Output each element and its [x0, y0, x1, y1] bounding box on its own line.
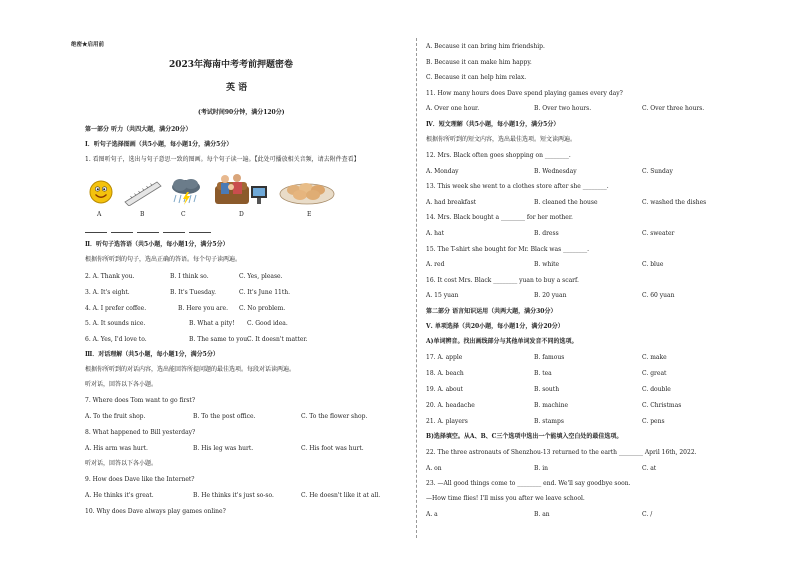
- q14-option-a: A. hat: [426, 230, 444, 237]
- q15-option-a: A. red: [426, 261, 445, 268]
- q20-option-b: B. machine: [534, 402, 569, 409]
- family-watching-tv-icon: [213, 172, 269, 206]
- q8-option-b: B. His leg was hurt.: [193, 445, 254, 452]
- q17-option-a: 17. A. apple: [426, 354, 463, 361]
- sec4-heading: Ⅳ．短文理解（共5小题，每小题1分，满分5分）: [426, 121, 560, 128]
- q3-option-b: B. It's Tuesday.: [170, 289, 217, 296]
- q23-option-c: C. /: [642, 511, 653, 518]
- q19-option-c: C. double: [642, 386, 671, 393]
- q22-stem: 22. The three astronauts of Shenzhou-13 returned to the earth ________ April 16th, 2022.: [426, 449, 697, 456]
- picture-d-label: D: [239, 211, 244, 218]
- answer-blank[interactable]: [137, 232, 159, 233]
- q7-option-a: A. To the fruit shop.: [85, 413, 146, 420]
- q20-option-c: C. Christmas: [642, 402, 682, 409]
- smiley-face-icon: [89, 180, 113, 204]
- q17-option-c: C. make: [642, 354, 667, 361]
- ruler-icon: [123, 180, 163, 206]
- q18-option-b: B. tea: [534, 370, 552, 377]
- q9-stem: 9. How does Dave like the Internet?: [85, 476, 195, 483]
- q19-option-a: 19. A. about: [426, 386, 463, 393]
- q11-stem: 11. How many hours does Dave spend playing games every day?: [426, 90, 623, 97]
- q4-option-b: B. Here you are.: [178, 305, 229, 312]
- q2-option-c: C. Yes, please.: [239, 273, 283, 280]
- q9-option-c: C. He doesn't like it at all.: [301, 492, 381, 499]
- q12-option-b: B. Wednesday: [534, 168, 577, 175]
- sec2-heading: Ⅱ．听句子选答语（共5小题，每小题1分，满分5分）: [85, 241, 229, 248]
- q11-option-c: C. Over three hours.: [642, 105, 705, 112]
- part1-heading: 第一部分 听力（共四大题，满分20分）: [85, 126, 192, 133]
- right-column: [426, 0, 726, 562]
- subject-title: 英 语: [226, 83, 248, 93]
- answer-blank[interactable]: [163, 232, 185, 233]
- q4-option-c: C. No problem.: [239, 305, 286, 312]
- sec1-instruction: 1. 看图听句子，选出与句子意思一致的图画。每个句子读一遍。【此处可播放相关音频，请去附件查看】: [85, 156, 360, 163]
- q10-stem: 10. Why does Dave always play games online?: [85, 508, 226, 515]
- q4-option-a: 4. A. I prefer coffee.: [85, 305, 147, 312]
- q14-option-c: C. sweater: [642, 230, 675, 237]
- q18-option-c: C. great: [642, 370, 667, 377]
- part2-heading: 第二部分 语言知识运用（共两大题，满分30分）: [426, 308, 557, 315]
- q21-option-a: 21. A. players: [426, 418, 468, 425]
- exam-info: (考试时间90分钟，满分120分): [198, 109, 285, 116]
- listen-note: 听对话，回答以下各小题。: [85, 460, 158, 467]
- q23-stem: 23. —All good things come to ________ end. We'll say goodbye soon.: [426, 480, 631, 487]
- q19-option-b: B. south: [534, 386, 560, 393]
- sec2-instruction: 根据你所听到的句子，选出正确的答语。每个句子读两遍。: [85, 256, 242, 263]
- q5-option-a: 5. A. It sounds nice.: [85, 320, 146, 327]
- answer-blank[interactable]: [189, 232, 211, 233]
- q15-stem: 15. The T-shirt she bought for Mr. Black was ________.: [426, 246, 590, 253]
- sec5-heading: Ⅴ. 单项选择（共20小题，每小题1分，满分20分）: [426, 323, 564, 330]
- q12-stem: 12. Mrs. Black often goes shopping on ________.: [426, 152, 571, 159]
- q18-option-a: 18. A. beach: [426, 370, 464, 377]
- q6-option-a: 6. A. Yes, I'd love to.: [85, 336, 147, 343]
- q12-option-c: C. Sunday: [642, 168, 673, 175]
- page-title: 2023年海南中考考前押题密卷: [169, 60, 294, 70]
- q13-option-b: B. cleaned the house: [534, 199, 598, 206]
- q8-stem: 8. What happened to Bill yesterday?: [85, 429, 196, 436]
- q13-option-a: A. had breakfast: [426, 199, 477, 206]
- q11-option-b: B. Over two hours.: [534, 105, 592, 112]
- q7-option-b: B. To the post office.: [193, 413, 256, 420]
- bread-plate-icon: [279, 177, 335, 205]
- q5-option-b: B. What a pity!: [189, 320, 235, 327]
- q10-option-c: C. Because it can help him relax.: [426, 74, 527, 81]
- q16-option-b: B. 20 yuan: [534, 292, 567, 299]
- q6-option-c: C. It doesn't matter.: [247, 336, 308, 343]
- rain-cloud-icon: [169, 178, 203, 206]
- q15-option-c: C. blue: [642, 261, 664, 268]
- answer-blank[interactable]: [85, 232, 107, 233]
- left-column: [71, 0, 405, 562]
- q12-option-a: A. Monday: [426, 168, 459, 175]
- sec4-instruction: 根据你所听到的短文内容，选出最佳选项。短文读两遍。: [426, 136, 577, 143]
- q8-option-c: C. His foot was hurt.: [301, 445, 364, 452]
- q3-option-c: C. It's June 11th.: [239, 289, 291, 296]
- q23-stem-reply: —How time flies! I'll miss you after we leave school.: [426, 495, 585, 502]
- q7-option-c: C. To the flower shop.: [301, 413, 368, 420]
- q14-stem: 14. Mrs. Black bought a ________ for her mother.: [426, 214, 573, 221]
- picture-b-label: B: [140, 211, 145, 218]
- q20-option-a: 20. A. headache: [426, 402, 475, 409]
- q16-option-c: C. 60 yuan: [642, 292, 675, 299]
- q11-option-a: A. Over one hour.: [426, 105, 480, 112]
- q9-option-b: B. He thinks it's just so-so.: [193, 492, 274, 499]
- q22-option-c: C. at: [642, 465, 657, 472]
- q6-option-b: B. The same to you.: [189, 336, 250, 343]
- q2-option-a: 2. A. Thank you.: [85, 273, 135, 280]
- sec5-sub-b: B)选择填空。从A、B、C三个选项中选出一个能填入空白处的最佳选项。: [426, 433, 623, 440]
- picture-a-label: A: [97, 211, 102, 218]
- q16-option-a: A. 15 yuan: [426, 292, 459, 299]
- q14-option-b: B. dress: [534, 230, 559, 237]
- q23-option-a: A. a: [426, 511, 438, 518]
- q16-stem: 16. It cost Mrs. Black ________ yuan to buy a scarf.: [426, 277, 579, 284]
- answer-blank[interactable]: [111, 232, 133, 233]
- q13-option-c: C. washed the dishes: [642, 199, 707, 206]
- q23-option-b: B. an: [534, 511, 550, 518]
- q3-option-a: 3. A. It's eight.: [85, 289, 130, 296]
- q9-option-a: A. He thinks it's great.: [85, 492, 154, 499]
- q10-option-a: A. Because it can bring him friendship.: [426, 43, 545, 50]
- q21-option-b: B. stamps: [534, 418, 564, 425]
- q22-option-a: A. on: [426, 465, 442, 472]
- q2-option-b: B. I think so.: [170, 273, 209, 280]
- q7-stem: 7. Where does Tom want to go first?: [85, 397, 196, 404]
- sec5-sub-a: A)单词辨音。找出画线部分与其他单词发音不同的选项。: [426, 338, 578, 345]
- q17-option-b: B. famous: [534, 354, 565, 361]
- confidential-label: 绝密★启用前: [71, 42, 105, 48]
- sec3-instruction: 根据你所听到的对话内容，选出能回答所提问题的最佳选项。每段对话读两遍。: [85, 366, 296, 373]
- q10-option-b: B. Because it can make him happy.: [426, 59, 532, 66]
- q21-option-c: C. pens: [642, 418, 665, 425]
- picture-c-label: C: [181, 211, 186, 218]
- picture-e-label: E: [307, 211, 312, 218]
- q22-option-b: B. in: [534, 465, 549, 472]
- q13-stem: 13. This week she went to a clothes store after she ________.: [426, 183, 609, 190]
- column-divider: [416, 38, 417, 538]
- q5-option-c: C. Good idea.: [247, 320, 288, 327]
- q8-option-a: A. His arm was hurt.: [85, 445, 148, 452]
- listen-note: 听对话，回答以下各小题。: [85, 381, 158, 388]
- sec3-heading: Ⅲ．对话理解（共5小题，每小题1分，满分5分）: [85, 351, 219, 358]
- sec1-heading: Ⅰ．听句子选择图画（共5小题，每小题1分，满分5分）: [85, 141, 233, 148]
- q15-option-b: B. white: [534, 261, 560, 268]
